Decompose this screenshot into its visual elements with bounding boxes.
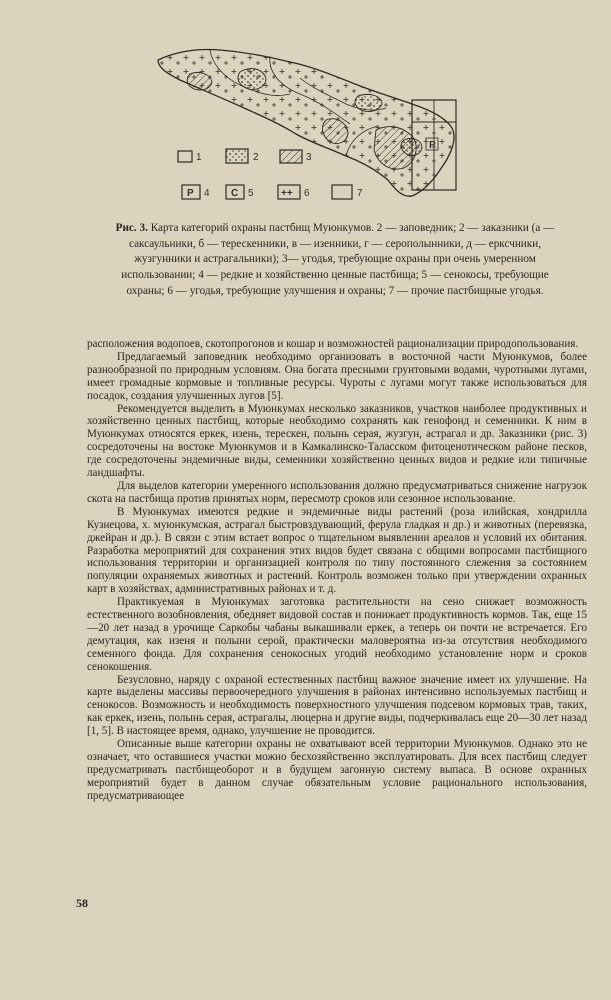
svg-text:1: 1 — [196, 152, 202, 163]
legend-item-6 — [278, 185, 310, 199]
legend-item-2 — [226, 149, 259, 163]
legend-item-5 — [226, 185, 254, 199]
caption-text: Карта категорий охраны пастбищ Муюнкумов. 2 — заповедник; 2 — заказники (а — саксаульники, б — терескенники, в — изенники, г — серополынники, д — ерксчники, жузгунники и астрагальники); 3— угодья, требующие охраны при очень умеренном использовании; 4 — редкие и хозяйственно ценные пастбища; 5 — сенокосы, требующие охраны; 6 — угодья, требующие улучшения и охраны; 7 — прочие пастбищные угодья. — [121, 222, 555, 297]
svg-text:3: 3 — [306, 152, 312, 163]
paragraph-6: Практикуемая в Муюнкумах заготовка растительности на сено снижает возможность естественного возобновления, обедняет видовой состав и понижает продуктивность кормов. Так, еще 15—20 лет назад в урочище Саркобы чабаны выкашивали еркек, а теперь он почти не встречается. Его демутация, как изеня и полыни серой, практически маловероятна из-за отсутствия необходимого семенного фонда. Для сохранения сенокосных угодий необходимо установление норм и сроков сенокошения. — [87, 596, 587, 673]
desert-outline — [158, 49, 454, 196]
paragraph-3: Рекомендуется выделить в Муюнкумах несколько заказников, участков наиболее продуктивных и хозяйственно ценных пастбищ, которые необходимо сохранять как генофонд и семенники. К ним в Муюнкумах относятся еркек, изень, терескен, полынь серая, жузгун, астрагал и др. Заказники (рис. 3) сосредоточены на востоке Муюнкумов и в Камкалинско-Таласском фитоценотическом районе песков, где сосредоточены эндемичные виды, семенники хозяйственно ценных видов и редкие или типичные ландшафты. — [87, 402, 587, 480]
svg-text:5: 5 — [248, 188, 254, 199]
caption-lead: Рис. 3. — [115, 222, 148, 234]
figure-caption — [110, 221, 560, 300]
svg-text:++: ++ — [281, 188, 293, 199]
svg-text:7: 7 — [357, 188, 363, 199]
svg-text:2: 2 — [253, 152, 259, 163]
svg-text:С: С — [231, 188, 239, 199]
paragraph-8: Описанные выше категории охраны не охватывают всей территории Муюнкумов. Однако это не означает, что оставшиеся участки можно бесхозяйственно эксплуатировать. Для всех пастбищ следует предусматривать пастбищеоборот и в будущем загонную систему выпаса. В основе охранных мероприятий будет в данном случае обязательным условие рационального использования, предусматривающее — [87, 738, 587, 802]
legend-item-7 — [332, 185, 363, 199]
legend-item-3 — [280, 150, 312, 163]
svg-text:6: 6 — [304, 188, 310, 199]
protection-category-map — [150, 38, 480, 218]
svg-text:Р: Р — [187, 188, 194, 199]
legend-item-4 — [182, 185, 210, 199]
body-text — [87, 338, 587, 803]
dotted-zone — [355, 94, 382, 111]
legend-item-1 — [178, 151, 202, 163]
paragraph-1: расположения водопоев, скотопрогонов и кошар и возможностей рационализации природопользования. — [87, 338, 579, 350]
paragraph-2: Предлагаемый заповедник необходимо организовать в восточной части Муюнкумов, более разнообразной по природным условиям. Она богата пресными грунтовыми водами, чуротными лугами, имеет громадные кормовые и топливные ресурсы. Чуроты с лугами могут также использоваться для посадок, создания улучшенных лугов [5]. — [87, 350, 587, 402]
paragraph-5: В Муюнкумах имеются редкие и эндемичные виды растений (роза илийская, хондрилла Кузнецова, х. муюнкумская, астрагал быстровздувающий, ферула гладкая и др.) и животных (перевязка, джейран и др.). В связи с этим встает вопрос о тщательном выявлении ареалов и условий их обитания. Разработка мероприятий для сохранения этих видов будет связана с общими вопросами пастбищного использования территории и организацией контроля по типу постоянного слежения за состоянием популяции охраняемых животных и растений. Контроль возможен только при утверждении охранных карт в хозяйствах, административных районах и т. д. — [87, 505, 587, 596]
page-number: 58 — [76, 896, 88, 910]
paragraph-4: Для выделов категории умеренного использования должно предусматриваться снижение нагрузок скота на пастбища против принятых норм, пересмотр сроков или сезонное использование. — [87, 479, 587, 505]
svg-text:4: 4 — [204, 188, 210, 199]
svg-text:Р: Р — [429, 140, 436, 151]
paragraph-7: Безусловно, наряду с охраной естественных пастбищ важное значение имеет их улучшение. На карте выделены массивы первоочередного улучшения в районах интенсивно используемых пастбищ и сенокосов. Возможность и необходимость поверхностного улучшения подсевом кормовых трав, таких, как еркек, изень, полынь серая, астрагалы, люцерна и другие виды, подчеркивалась еще 20—30 лет назад [1, 5]. В настоящее время, однако, улучшение не проводится. — [87, 673, 587, 738]
map-figure — [150, 38, 480, 218]
